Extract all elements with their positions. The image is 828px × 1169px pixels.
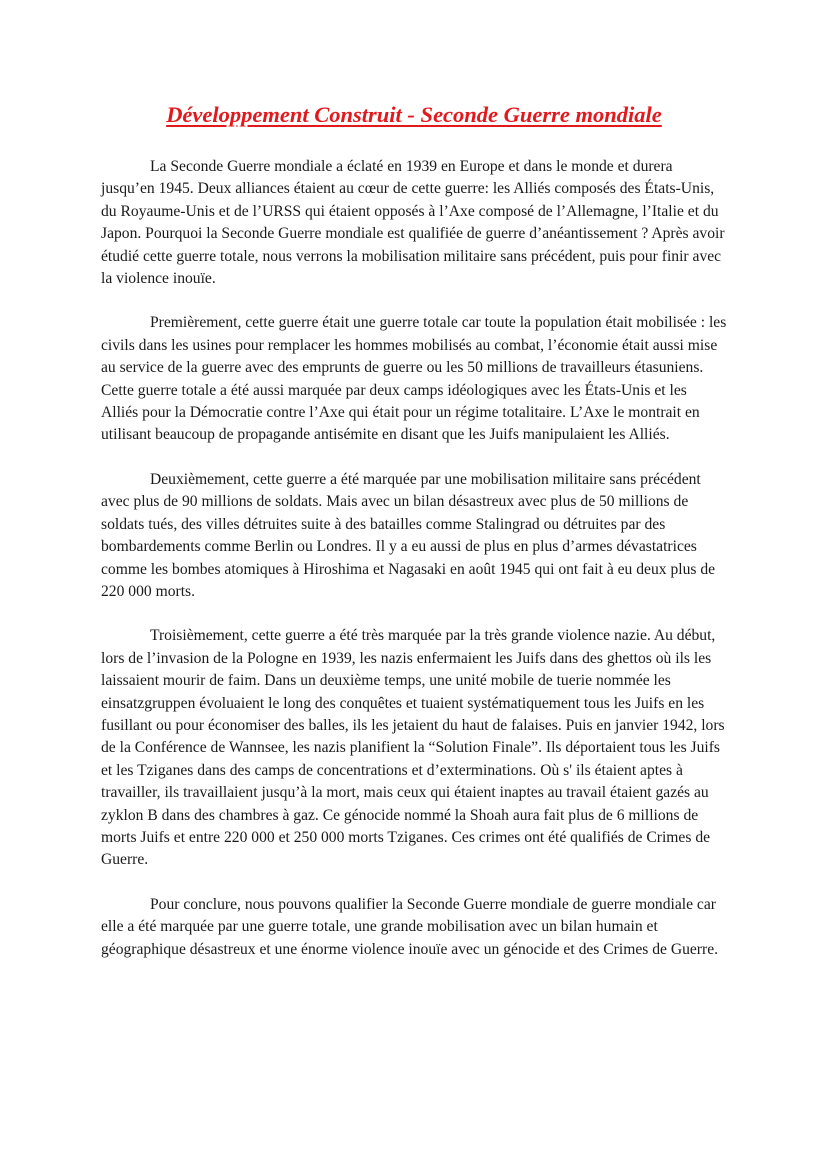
conclusion-paragraph: Pour conclure, nous pouvons qualifier la Seconde Guerre mondiale de guerre mondiale car elle a été marquée par une guerre totale, une grande mobilisation avec un bilan humain et géographique désastreux et une énorme violence inouïe avec un génocide et des Crimes de Guerre. xyxy=(101,895,719,958)
first-part-paragraph: Premièrement, cette guerre était une guerre totale car toute la population était mobilisée : les civils dans les usines pour remplacer les hommes mobilisés au combat, l’économie était aussi mise au service de la guerre avec des emprunts de guerre ou les 50 millions de travailleurs étasuniens. Cette guerre totale a été aussi marquée par deux camps idéologiques avec les États-Unis et les Alliés pour la Démocratie contre l’Axe qui était pour un régime totalitaire. L’Axe le montrait en utilisant beaucoup de propagande antisémite en disant que les Juifs manipulaient les Alliés. xyxy=(101,314,727,444)
second-part-paragraph: Deuxièmement, cette guerre a été marquée par une mobilisation militaire sans précédent avec plus de 90 millions de soldats. Mais avec un bilan désastreux avec plus de 50 millions de soldats tués, des villes détruites suite à des batailles comme Stalingrad ou détruites par des bombardements comme Berlin ou Londres. Il y a eu aussi de plus en plus d’armes dévastatrices comme les bombes atomiques à Hiroshima et Nagasaki en août 1945 qui ont fait à eu deux plus de 220 000 morts. xyxy=(101,470,716,600)
document-title: Développement Construit - Seconde Guerre mondiale xyxy=(166,102,662,127)
introduction-paragraph: La Seconde Guerre mondiale a éclaté en 1939 en Europe et dans le monde et durera jusqu’en 1945. Deux alliances étaient au cœur de cette guerre: les Alliés composés des États-Unis, du Royaume-Unis et de l’URSS qui étaient opposés à l’Axe composé de l’Allemagne, l’Italie et du Japon. Pourquoi la Seconde Guerre mondiale est qualifiée de guerre d’anéantissement ? Après avoir étudié cette guerre totale, nous verrons la mobilisation militaire sans précédent, puis pour finir avec la violence inouïe. xyxy=(101,158,725,288)
third-part-paragraph: Troisièmement, cette guerre a été très marquée par la très grande violence nazie. Au début, lors de l’invasion de la Pologne en 1939, les nazis enfermaient les Juifs dans des ghettos où ils les laissaient mourir de faim. Dans un deuxième temps, une unité mobile de tuerie nommée les einsatzgruppen évoluaient le long des conquêtes et tuaient systématiquement tous les Juifs en les fusillant ou pour économiser des balles, ils les jetaient du haut de falaises. Puis en janvier 1942, lors de la Conférence de Wannsee, les nazis planifient la “Solution Finale”. Ils déportaient tous les Juifs et les Tziganes dans des camps de concentrations et d’exterminations. Où s' ils étaient aptes à travailler, ils travaillaient jusqu’à la mort, mais ceux qui étaient inaptes au travail étaient gazés au zyklon B dans des chambres à gaz. Ce génocide nommé la Shoah aura fait plus de 6 millions de morts Juifs et entre 220 000 et 250 000 morts Tziganes. Ces crimes ont été qualifiés de Crimes de Guerre. xyxy=(101,627,725,869)
document-page xyxy=(101,100,727,983)
